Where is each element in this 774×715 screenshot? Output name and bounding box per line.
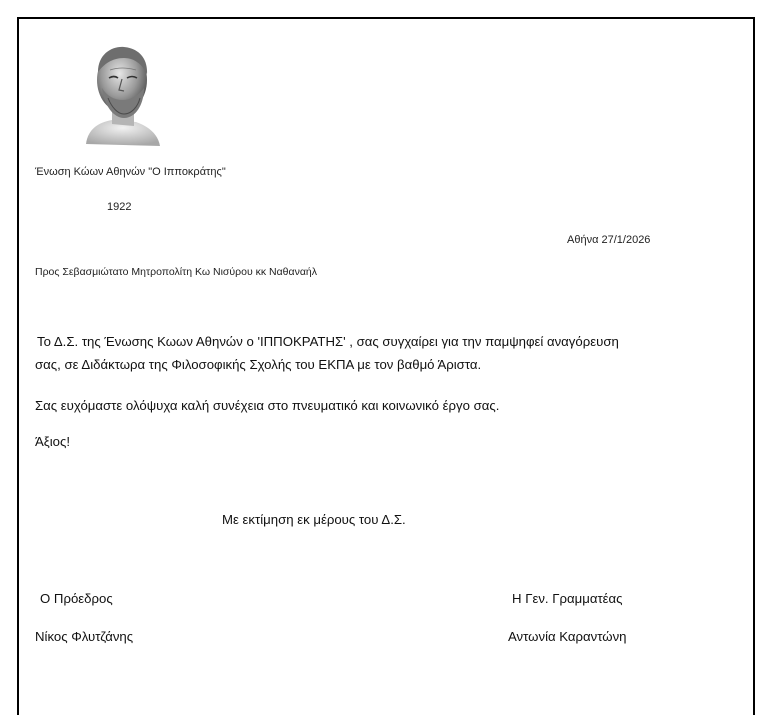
body-paragraph-1-line-2: σας, σε Διδάκτωρα της Φιλοσοφικής Σχολής του ΕΚΠΑ με τον βαθμό Άριστα. [35, 357, 482, 372]
organization-founded-year: 1922 [107, 201, 132, 213]
president-name: Νίκος Φλυτζάνης [35, 629, 134, 644]
page-border-left [17, 17, 19, 715]
page-border-right [753, 17, 755, 715]
page-border-top [17, 17, 755, 19]
organization-name: Ένωση Κώων Αθηνών "Ο Ιπποκράτης" [35, 166, 226, 178]
recipient-line: Προς Σεβασμιώτατο Μητροπολίτη Κω Νισύρου κκ Ναθαναήλ [35, 266, 318, 278]
body-paragraph-2: Σας ευχόμαστε ολόψυχα καλή συνέχεια στο πνευματικό και κοινωνικό έργο σας. [35, 398, 500, 413]
president-title: Ο Πρόεδρος [40, 591, 113, 606]
body-paragraph-1-line-1: Το Δ.Σ. της Ένωσης Κωων Αθηνών ο 'ΙΠΠΟΚΡΑΤΗΣ' , σας συγχαίρει για την παμψηφεί αναγόρευση [37, 334, 619, 349]
closing-line: Με εκτίμηση εκ μέρους του Δ.Σ. [222, 512, 406, 527]
secretary-title: Η Γεν. Γραμματέας [512, 591, 623, 606]
letter-date: Αθήνα 27/1/2026 [567, 234, 651, 246]
secretary-name: Αντωνία Καραντώνη [508, 629, 627, 644]
body-paragraph-3: Άξιος! [35, 434, 70, 449]
hippocrates-bust-image [78, 42, 164, 148]
